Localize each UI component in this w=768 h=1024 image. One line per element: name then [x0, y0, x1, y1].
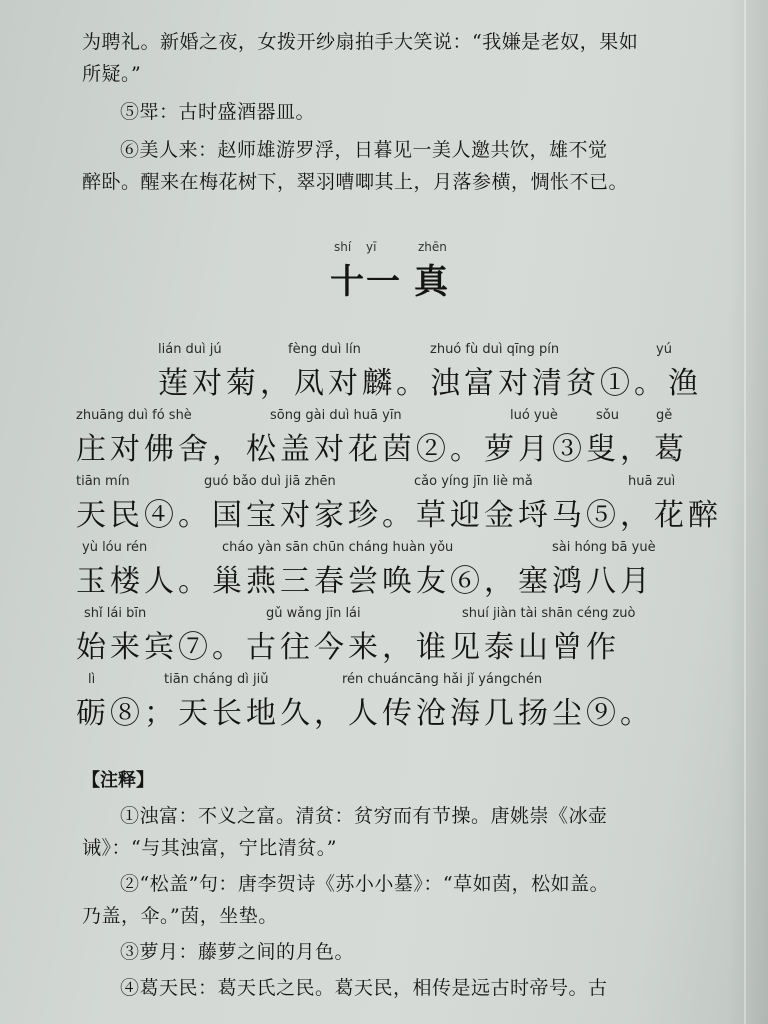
poem-line — [76, 540, 696, 604]
title-char: 十 — [330, 262, 364, 302]
pinyin-group: zhuāng duì fó shè — [76, 408, 192, 423]
title-pinyin: shí — [334, 240, 352, 254]
pinyin-group: guó bǎo duì jiā zhēn — [204, 474, 336, 489]
pinyin-group: lián duì jú — [158, 342, 222, 357]
top-prose — [82, 26, 702, 198]
section-title — [330, 240, 450, 300]
note-4: ④葛天民：葛天氏之民。葛天民，相传是远古时帝号。古 — [120, 977, 608, 999]
poem-text: 始来宾⑦。古往今来，谁见泰山曾作 — [76, 630, 620, 665]
poem-line — [76, 672, 696, 736]
pinyin-group: tiān cháng dì jiǔ — [164, 672, 269, 687]
poem-text: 砺⑧；天长地久，人传沧海几扬尘⑨。 — [76, 696, 654, 731]
page-shadow — [728, 0, 768, 1024]
poem-line — [76, 342, 702, 406]
pinyin-group: rén chuáncāng hǎi jǐ yángchén — [342, 672, 543, 687]
pinyin-group: shǐ lái bīn — [84, 606, 147, 621]
prose-line: 所疑。” — [82, 63, 142, 85]
notes-heading: 【注释】 — [82, 770, 154, 791]
pinyin-group: lì — [88, 672, 96, 687]
poem-text: 莲对菊，凤对麟。浊富对清贫①。渔 — [158, 366, 702, 401]
poem-line — [76, 474, 722, 538]
title-char: 一 — [366, 262, 400, 302]
page-edge — [744, 0, 746, 1024]
pinyin-group: sài hóng bā yuè — [552, 540, 656, 555]
poem-line — [76, 408, 696, 472]
pinyin-group: huā zuì — [628, 474, 676, 489]
poem-text: 天民④。国宝对家珍。草迎金埒马⑤，花醉 — [76, 498, 722, 533]
note-2-line1: ②“松盖”句：唐李贺诗《苏小小墓》：“草如茵，松如盖。 — [120, 873, 610, 895]
pinyin-group: shuí jiàn tài shān céng zuò — [462, 606, 636, 621]
poem-text: 庄对佛舍，松盖对花茵②。萝月③叟，葛 — [76, 432, 688, 467]
pinyin-group: cháo yàn sān chūn cháng huàn yǒu — [222, 540, 454, 555]
note-1-line2: 诫》：“与其浊富，宁比清贫。” — [82, 837, 337, 859]
note-6-line1: ⑥美人来：赵师雄游罗浮，日暮见一美人邀共饮，雄不觉 — [120, 139, 608, 161]
note-5: ⑤斝：古时盛酒器皿。 — [120, 101, 316, 123]
pinyin-group: gě — [656, 408, 673, 423]
note-2-line2: 乃盖，伞。”茵，坐垫。 — [82, 905, 278, 927]
poem-text: 玉楼人。巢燕三春尝唤友⑥，塞鸿八月 — [76, 564, 654, 599]
pinyin-group: sōng gài duì huā yīn — [270, 408, 402, 423]
title-char: 真 — [414, 262, 448, 302]
poem-line — [76, 606, 696, 670]
pinyin-group: gǔ wǎng jīn lái — [266, 606, 361, 621]
note-6-line2: 醉卧。醒来在梅花树下，翠羽嘈唧其上，月落参横，惆怅不已。 — [82, 171, 629, 193]
pinyin-group: cǎo yíng jīn liè mǎ — [414, 474, 533, 489]
pinyin-group: yú — [656, 342, 672, 357]
note-3: ③萝月：藤萝之间的月色。 — [120, 941, 355, 963]
title-pinyin: zhēn — [418, 240, 447, 254]
pinyin-group: yù lóu rén — [82, 540, 148, 555]
notes — [82, 800, 702, 1004]
pinyin-group: zhuó fù duì qīng pín — [430, 342, 560, 357]
note-1-line1: ①浊富：不义之富。清贫：贫穷而有节操。唐姚崇《冰壶 — [120, 805, 608, 827]
pinyin-group: fèng duì lín — [288, 342, 361, 357]
pinyin-group: tiān mín — [76, 474, 130, 489]
title-pinyin: yī — [366, 240, 377, 254]
prose-line: 为聘礼。新婚之夜，女拨开纱扇拍手大笑说：“我嫌是老奴，果如 — [82, 31, 639, 53]
pinyin-group: sǒu — [596, 408, 619, 423]
pinyin-group: luó yuè — [510, 408, 558, 423]
